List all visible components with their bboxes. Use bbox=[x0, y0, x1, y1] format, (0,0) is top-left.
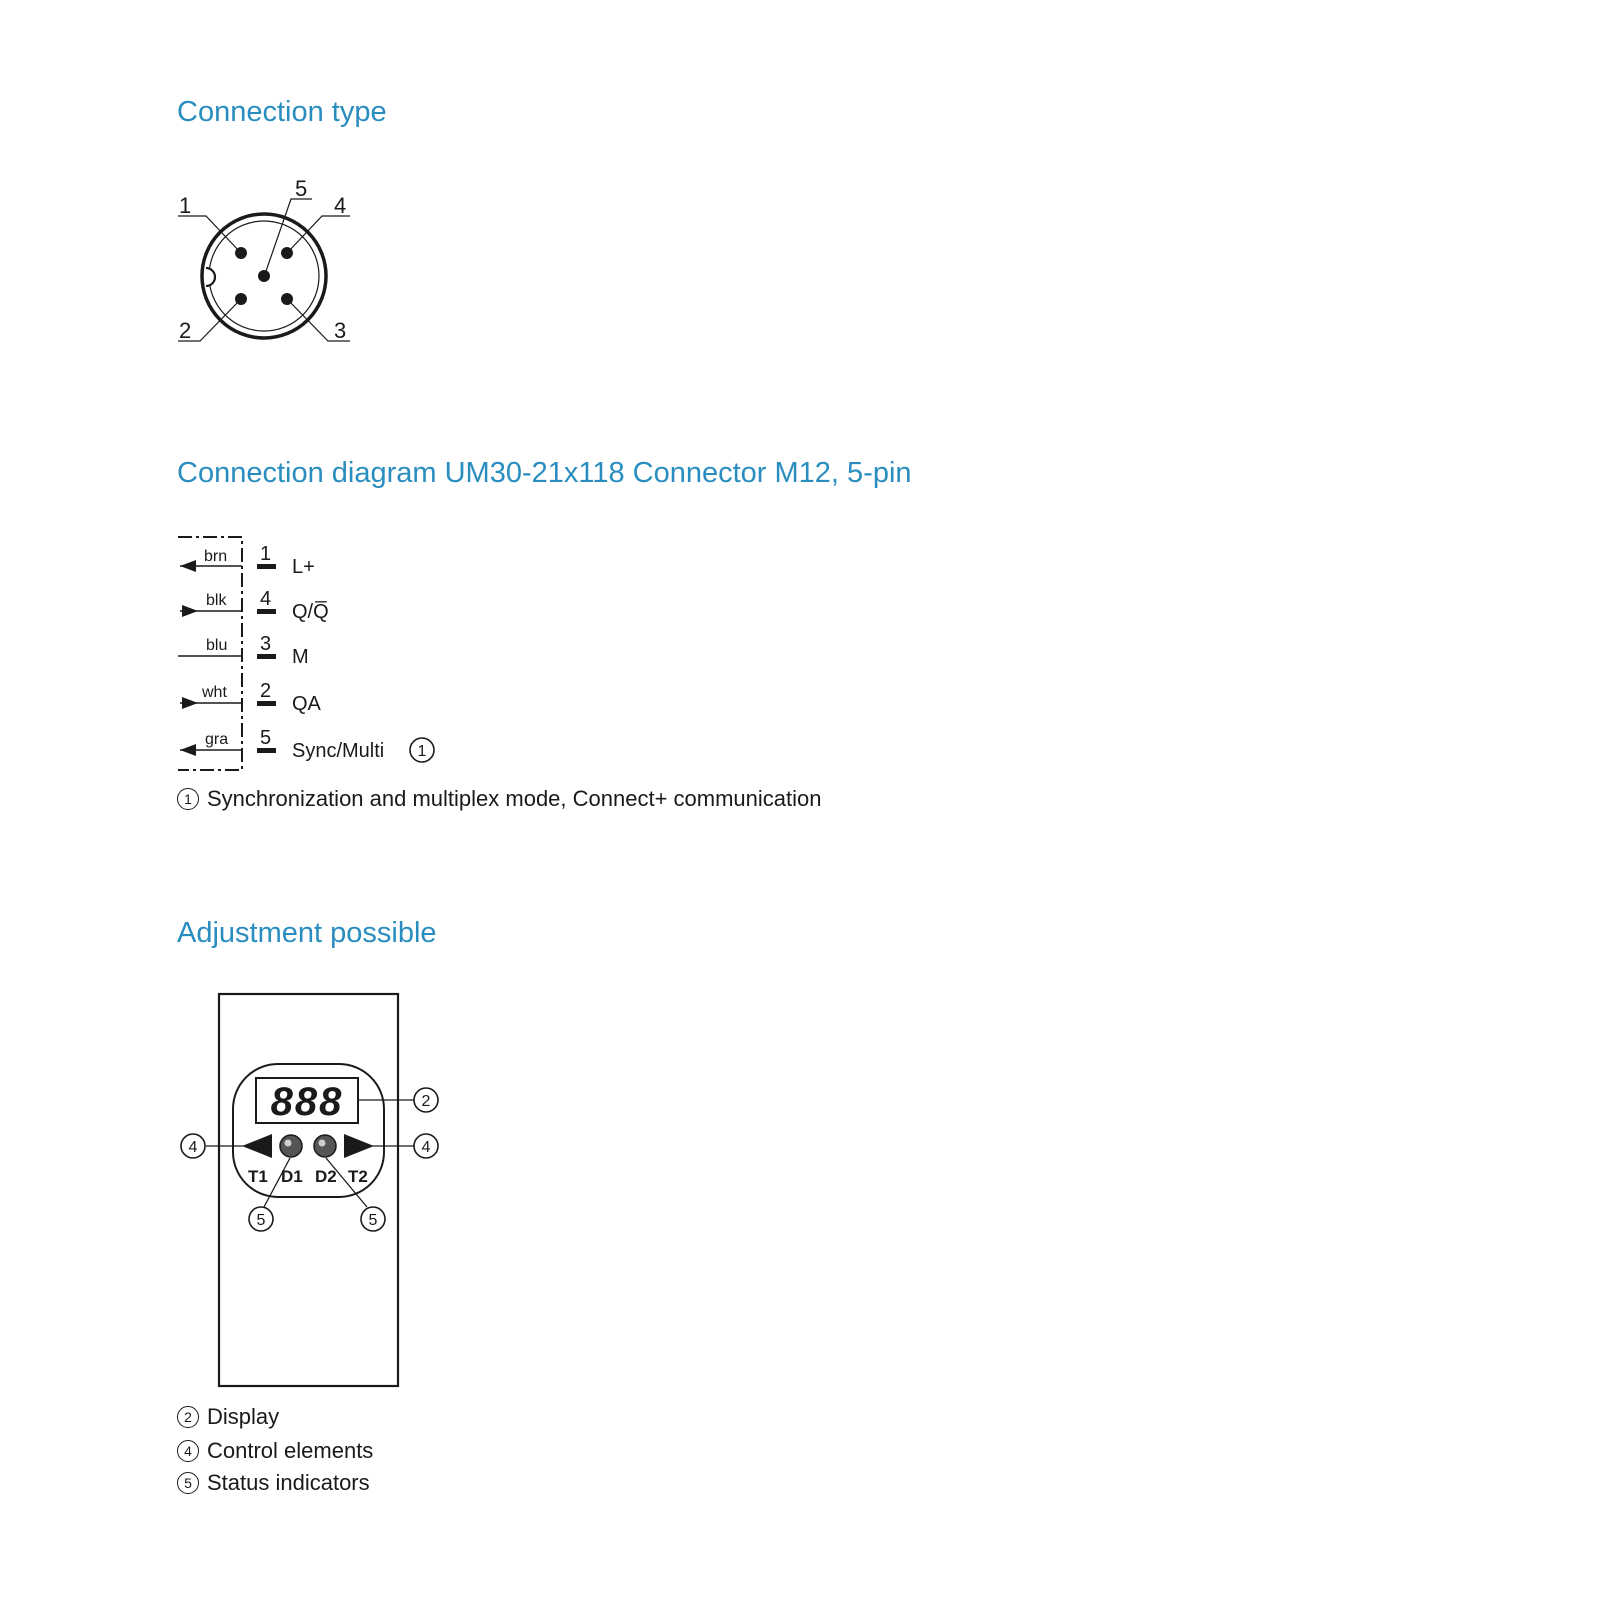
button-t1 bbox=[242, 1134, 272, 1158]
pin-5-leader bbox=[265, 199, 312, 274]
footnote-marker: 1 bbox=[177, 788, 199, 810]
legend-text-control: Control elements bbox=[207, 1438, 374, 1463]
led-d1-highlight bbox=[285, 1140, 292, 1147]
button-t2 bbox=[344, 1134, 374, 1158]
signal-sync-multi: Sync/Multi bbox=[292, 740, 385, 762]
connection-diagram-heading: Connection diagram UM30-21x118 Connector M12, 5-pin bbox=[177, 457, 912, 489]
sync-footnote bbox=[177, 786, 822, 812]
label-d2: D2 bbox=[315, 1167, 337, 1186]
signal-qa: QA bbox=[292, 693, 321, 715]
adjustment-heading: Adjustment possible bbox=[177, 917, 437, 949]
callout-display: 2 bbox=[421, 1093, 431, 1110]
signal-l-plus: L+ bbox=[292, 556, 315, 578]
led-d1 bbox=[280, 1135, 302, 1157]
legend-marker-status: 5 bbox=[177, 1472, 199, 1494]
footnote-text: Synchronization and multiplex mode, Connect+ communication bbox=[207, 786, 822, 811]
legend-item-display bbox=[177, 1404, 279, 1430]
legend-text-display: Display bbox=[207, 1404, 280, 1429]
sync-note-marker: 1 bbox=[417, 743, 427, 760]
wiring-diagram bbox=[178, 537, 434, 770]
pin-5-dot bbox=[258, 270, 270, 282]
connector-key-notch bbox=[206, 268, 215, 286]
device-housing bbox=[219, 994, 398, 1386]
arrow-out-gra bbox=[180, 744, 196, 756]
wire-color-blk: blk bbox=[206, 592, 227, 609]
pin-2-label: 2 bbox=[179, 318, 192, 343]
label-d1: D1 bbox=[281, 1167, 303, 1186]
arrow-in-blk bbox=[182, 605, 198, 617]
legend-item-control bbox=[177, 1438, 373, 1464]
wire-pin-4: 4 bbox=[260, 588, 272, 610]
wire-pin-5: 5 bbox=[260, 727, 272, 749]
callout-control-left: 4 bbox=[188, 1139, 198, 1156]
connection-type-heading: Connection type bbox=[177, 96, 387, 128]
pin-5-label: 5 bbox=[295, 176, 308, 201]
display-digits: 888 bbox=[270, 1080, 344, 1124]
wire-color-blu: blu bbox=[206, 637, 228, 654]
callout-status-left: 5 bbox=[256, 1212, 266, 1229]
callout-control-right: 4 bbox=[421, 1139, 431, 1156]
device-front-diagram bbox=[181, 994, 438, 1386]
wire-pin-1: 1 bbox=[260, 543, 272, 565]
legend-item-status bbox=[177, 1470, 370, 1496]
led-d2 bbox=[314, 1135, 336, 1157]
wire-pin-2: 2 bbox=[260, 680, 272, 702]
label-t2: T2 bbox=[348, 1167, 368, 1186]
label-t1: T1 bbox=[248, 1167, 268, 1186]
led-d2-highlight bbox=[319, 1140, 326, 1147]
signal-q: Q/Q̅ bbox=[292, 601, 329, 623]
arrow-in-wht bbox=[182, 697, 198, 709]
pin-3-label: 3 bbox=[334, 318, 347, 343]
legend-marker-display: 2 bbox=[177, 1406, 199, 1428]
wire-pin-3: 3 bbox=[260, 633, 272, 655]
callout-status-right: 5 bbox=[368, 1212, 378, 1229]
signal-m: M bbox=[292, 646, 309, 668]
pin-1-label: 1 bbox=[179, 193, 192, 218]
legend-marker-control: 4 bbox=[177, 1440, 199, 1462]
arrow-out-brn bbox=[180, 560, 196, 572]
legend-text-status: Status indicators bbox=[207, 1470, 370, 1495]
wire-color-gra: gra bbox=[205, 731, 229, 748]
pin-4-label: 4 bbox=[334, 193, 347, 218]
wire-color-wht: wht bbox=[202, 684, 227, 701]
wire-color-brn: brn bbox=[204, 548, 228, 565]
